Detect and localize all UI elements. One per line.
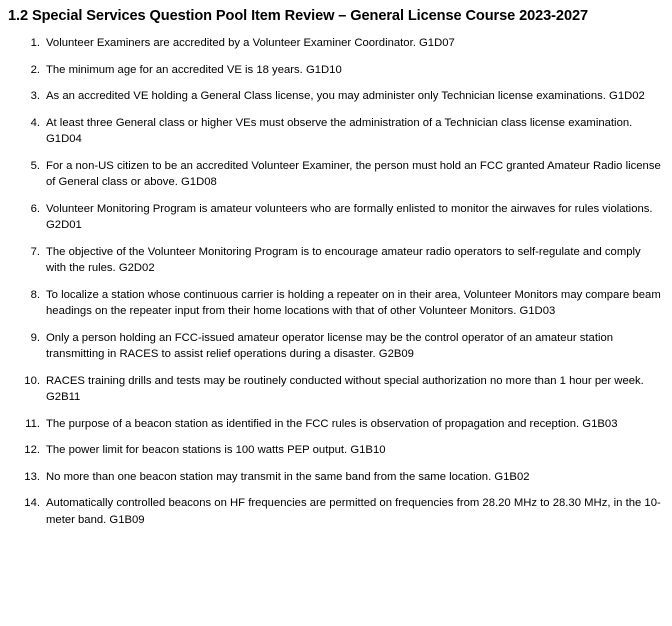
- list-item: [8, 495, 662, 528]
- list-item: [8, 88, 662, 105]
- list-item: [8, 469, 662, 486]
- list-item: [8, 373, 662, 406]
- item-text: Volunteer Examiners are accredited by a Volunteer Examiner Coordinator. G1D07: [46, 37, 455, 49]
- item-text: As an accredited VE holding a General Class license, you may administer only Technician license examinations. G1D02: [46, 90, 645, 102]
- list-item: [8, 201, 662, 234]
- item-number: 2.: [30, 63, 40, 76]
- item-number: 6.: [30, 202, 40, 215]
- item-list: [8, 35, 662, 528]
- item-text: RACES training drills and tests may be routinely conducted without special authorization no more than 1 hour per week. G2B11: [46, 374, 644, 403]
- item-number: 4.: [30, 116, 40, 129]
- item-number: 3.: [30, 90, 40, 102]
- list-item: [8, 330, 662, 363]
- item-text: The minimum age for an accredited VE is 18 years. G1D10: [46, 63, 342, 76]
- item-number: 5.: [30, 159, 40, 172]
- list-item: [8, 62, 662, 79]
- item-number: 11.: [25, 417, 40, 430]
- list-item: [8, 244, 662, 277]
- item-text: The objective of the Volunteer Monitoring Program is to encourage amateur radio operators to self-regulate and comply with the rules. G2D02: [46, 245, 641, 274]
- item-number: 14.: [24, 497, 40, 509]
- list-item: [8, 442, 662, 459]
- item-number: 12.: [24, 444, 40, 456]
- item-text: Only a person holding an FCC-issued amateur operator license may be the control operator of an amateur station transmitting in RACES to assist relief operations during a disaster. G2B09: [46, 331, 614, 360]
- item-number: 8.: [30, 288, 40, 301]
- item-text: For a non-US citizen to be an accredited Volunteer Examiner, the person must hold an FCC granted Amateur Radio license of General class or above. G1D08: [46, 159, 661, 188]
- item-text: The purpose of a beacon station as identified in the FCC rules is observation of propagation and reception. G1B03: [46, 417, 618, 430]
- list-item: [8, 158, 662, 191]
- item-number: 10.: [24, 374, 40, 387]
- list-item: [8, 416, 662, 433]
- item-number: 9.: [30, 331, 40, 344]
- item-text: To localize a station whose continuous carrier is holding a repeater on in their area, Volunteer Monitors may compare beam headings on the repeater input from their home locations with that of other Volunteer Monitors. G1D03: [46, 288, 661, 317]
- item-text: The power limit for beacon stations is 100 watts PEP output. G1B10: [46, 444, 386, 456]
- item-number: 1.: [30, 37, 40, 49]
- item-text: Automatically controlled beacons on HF frequencies are permitted on frequencies from 28.20 MHz to 28.30 MHz, in the 10-meter band. G1B09: [46, 497, 661, 526]
- item-text: Volunteer Monitoring Program is amateur volunteers who are formally enlisted to monitor the airwaves for rules violations. G2D01: [46, 202, 653, 231]
- item-number: 7.: [30, 245, 40, 258]
- list-item: [8, 287, 662, 320]
- list-item: [8, 115, 662, 148]
- list-item: [8, 35, 662, 52]
- item-text: No more than one beacon station may transmit in the same band from the same location. G1B02: [46, 470, 530, 483]
- item-text: At least three General class or higher VEs must observe the administration of a Technician class license examination. G1D04: [46, 116, 633, 145]
- item-number: 13.: [24, 470, 40, 483]
- document-title: 1.2 Special Services Question Pool Item Review – General License Course 2023-2027: [8, 8, 588, 24]
